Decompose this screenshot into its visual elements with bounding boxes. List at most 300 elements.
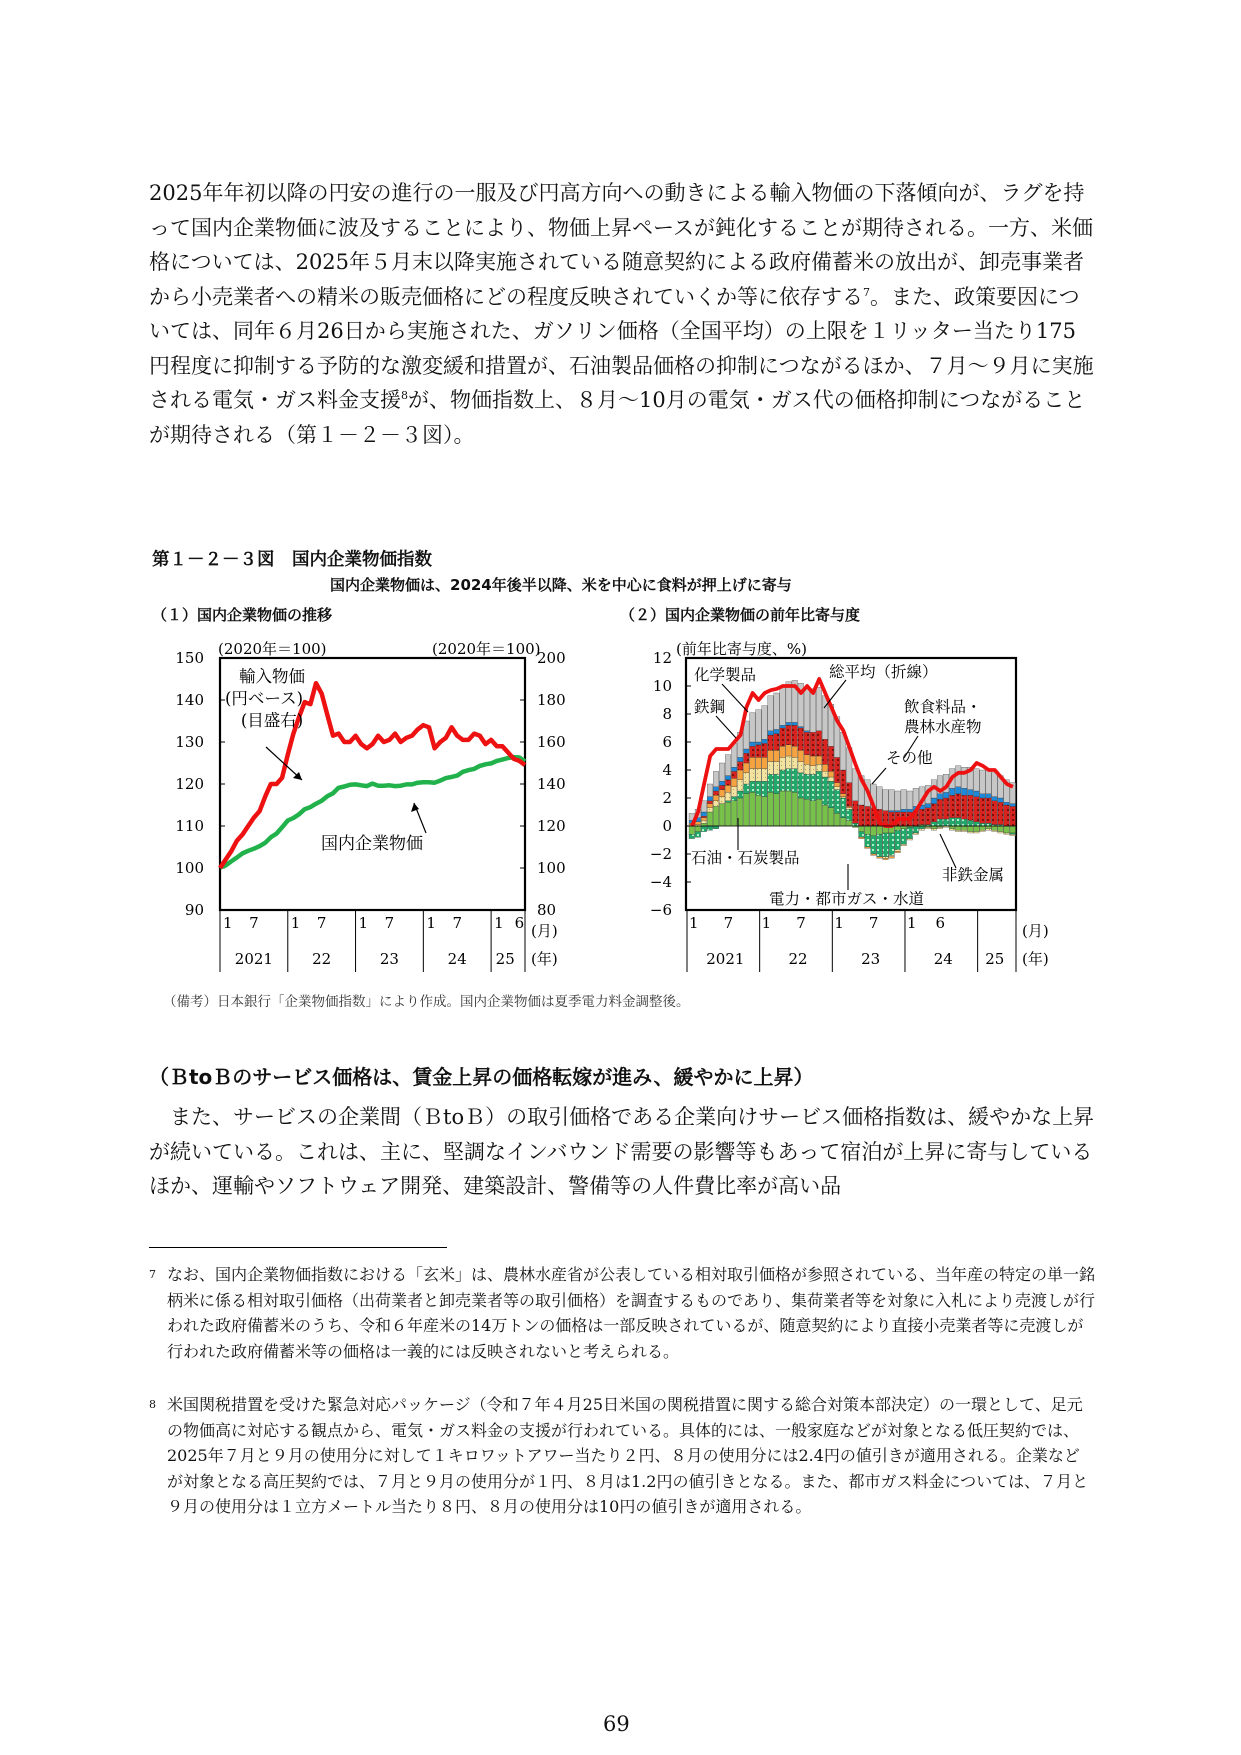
chart2-bar-segment [750,742,756,746]
chart2-bar-segment [877,857,883,858]
chart2-bar-segment [943,819,949,826]
chart2-bar-segment [901,829,907,844]
intro-text-1: 2025年年初以降の円安の進行の一服及び円高方向への動きによる輸入物価の下落傾向が、ラグを持って国内企業物価に波及することにより、物価上昇ペースが鈍化することが期待される。一方、米価格については、2025年５月末以降実施されている随意契約による政府備蓄米の放出が、卸売事業者から小売業者への精米の販売価格にどの程度反映されていくか等に依存する [149,181,1093,309]
chart2-bar-segment [750,781,756,792]
chart2-bar-segment [816,731,822,756]
chart2-label-food: 飲食料品・ [904,698,982,716]
chart2-bar-segment [707,812,713,826]
chart2-bar-segment [925,808,931,825]
chart2-bar-segment [810,732,816,756]
chart2-bar-segment [792,792,798,826]
chart1-ytick-right: 200 [537,649,566,667]
chart2-bar-segment [901,790,907,810]
chart2-bar-segment [846,820,852,826]
chart2-bar-segment [792,725,798,746]
chart2-bar-segment [968,820,974,826]
chart2-bar-segment [744,753,750,763]
chart2-bar-segment [974,822,980,826]
chart1-xtick-month: 7 [249,914,259,932]
chart2-bar-segment [901,809,907,812]
chart2-bar-segment [955,826,961,830]
chart2-xtick-year: 24 [933,950,953,968]
chart2-bar-segment [762,757,768,768]
chart2-bar-segment [992,830,998,831]
chart2-bar-segment [925,827,931,828]
chart2-bar-segment [810,766,816,774]
chart2-bar-segment [750,792,756,826]
chart1-ytick-left: 140 [175,691,204,709]
chart2-bar-segment [931,804,937,822]
chart2-bar-segment [889,855,895,856]
chart2-bar-segment [980,770,986,794]
chart2-bar-segment [762,743,768,757]
intro-paragraph [149,176,1095,452]
chart2-bar-segment [707,804,713,808]
chart2-bar-segment [701,820,707,823]
chart2-bar-segment [744,794,750,826]
chart2-bar-segment [695,826,701,832]
chart2-bar-segment [762,739,768,743]
chart2-bar-segment [719,785,725,789]
chart2-bar-segment [822,777,828,805]
chart2-bar-segment [980,794,986,798]
chart1-ytick-right: 180 [537,691,566,709]
footnote-7-number: 7 [149,1268,156,1281]
panel2-title: （２）国内企業物価の前年比寄与度 [620,606,861,624]
figure-title: 第１－２－３図 国内企業物価指数 [152,550,432,570]
chart2-bar-segment [731,767,737,771]
chart2-bar-segment [725,792,731,800]
chart2-bar-segment [895,826,901,830]
chart2-ytick: 4 [662,761,672,779]
chart2-bar-segment [719,763,725,781]
chart2-bar-segment [731,778,737,786]
chart2-bar-segment [756,769,762,782]
chart2-bar-segment [756,781,762,795]
chart2-bar-segment [859,826,865,832]
chart2-bar-segment [840,770,846,794]
chart2-bar-segment [719,790,725,797]
chart2-bar-segment [816,771,822,799]
chart2-xtick-month: 1 [761,914,772,932]
chart1-ytick-right: 140 [537,775,566,793]
chart2-bar-segment [980,826,986,830]
chart2-bar-segment [931,829,937,830]
chart2-ytick: 2 [662,789,672,807]
chart2-bar-segment [750,757,756,768]
chart2-bar-segment [986,826,992,829]
chart2-bar-segment [810,774,816,801]
chart2-xtick-month: 7 [868,914,879,932]
chart2-bar-segment [859,832,865,838]
chart2-bar-segment [756,742,762,745]
chart2-bar-segment [913,833,919,834]
chart2-bar-segment [865,806,871,826]
chart1-ytick-right: 120 [537,817,566,835]
chart2-bar-segment [768,762,774,775]
footnote-8-number: 8 [149,1398,156,1411]
chart2-bar-segment [719,781,725,785]
chart2-bar-segment [998,826,1004,832]
chart1-ytick-left: 100 [175,859,204,877]
chart1-x-month-unit: (月) [531,922,558,940]
chart2-label-steel: 鉄鋼 [694,698,726,716]
chart2-bar-segment [980,830,986,831]
chart2-bar-segment [701,812,707,816]
chart2-bar-segment [762,781,768,796]
chart2-bar-segment [707,801,713,804]
chart2-bar-segment [883,833,889,857]
chart2-bar-segment [725,785,731,792]
chart2-bar-segment [852,823,858,826]
chart2-bar-segment [774,750,780,761]
chart2-bar-segment [780,725,786,728]
chart2-ytick: −6 [649,901,672,919]
chart2-ytick: 6 [662,733,672,751]
chart2-bar-segment [974,797,980,822]
chart2-bar-segment [931,826,937,829]
chart2-bar-segment [1004,805,1010,826]
chart2-bar-segment [798,762,804,773]
chart2-bar-segment [871,826,877,836]
chart2-bar-segment [901,826,907,829]
chart2-bar-segment [689,826,695,834]
chart1-xtick-month: 7 [452,914,462,932]
services-text: また、サービスの企業間（ＢtoＢ）の取引価格である企業向けサービス価格指数は、緩やかな上昇が続いている。これは、主に、堅調なインバウンド需要の影響等もあって宿泊が上昇に寄与しているほか、運輸やソフトウェア開発、建築設計、警備等の人件費比率が高い品 [149,1105,1095,1198]
chart2-bar-segment [713,791,719,795]
chart2-bar-segment [846,809,852,820]
chart1-xtick-year: 22 [312,950,332,968]
chart2-bar-segment [1010,804,1016,807]
chart2-bar-segment [737,780,743,791]
chart2-bar-segment [731,787,737,797]
chart2-bar-segment [877,787,883,809]
chart2-bar-segment [774,794,780,826]
chart2-label-nonferrous: 非鉄金属 [942,866,1005,884]
chart2-bar-segment [937,799,943,819]
chart2-bar-segment [889,811,895,812]
chart2-xtick-year: 2021 [706,950,745,968]
chart2-bar-segment [828,771,834,777]
chart2-bar-segment [768,774,774,792]
footnote-7-text: なお、国内企業物価指数における「玄米」は、農林水産省が公表している相対取引価格が参照されている、当年産の特定の単一銘柄米に係る相対取引価格（出荷業者と卸売業者等の取引価格）を調査するものであり、集荷業者等を対象に入札により売渡しが行われた政府備蓄米のうち、令和６年産米の14万トンの価格は一部反映されているが、随意契約により直接小売業者等に売渡しが行われた政府備蓄米等の価格は一義的には反映されないと考えられる。 [167,1265,1096,1361]
chart2-bar-segment [840,794,846,797]
chart1-domestic-label: 国内企業物価 [321,834,423,854]
chart2-bar-segment [810,689,816,732]
chart2-xtick-year: 25 [985,950,1005,968]
chart1-xtick-month: 1 [290,914,301,932]
chart2-bar-segment [774,774,780,794]
chart2-bar-segment [744,763,750,773]
chart2-bar-segment [822,696,828,739]
chart2-bar-segment [931,822,937,826]
chart2-bar-segment [877,826,883,834]
chart2-bar-segment [865,834,871,847]
chart2-bar-segment [816,756,822,764]
chart1-xtick-month: 1 [494,914,504,932]
chart2-bar-segment [883,857,889,858]
chart2-bar-segment [852,801,858,823]
chart2-bar-segment [810,801,816,826]
chart2-bar-segment [792,746,798,757]
chart2-bar-segment [931,798,937,804]
figure-subtitle: 国内企業物価は、2024年後半以降、米を中心に食料が押上げに寄与 [330,576,792,594]
chart2-bar-segment [731,801,737,826]
chart2-bar-segment [798,750,804,761]
chart2-bar-segment [846,808,852,809]
chart2-bar-segment [707,784,713,797]
chart2-label-food2: 農林水産物 [904,718,982,736]
chart2-bar-segment [762,769,768,782]
chart2-bar-segment [865,826,871,834]
chart2-bar-segment [744,749,750,753]
chart2-bar-segment [780,770,786,791]
chart1-import-label-line: (円ベース) [224,689,304,708]
chart2-bar-segment [955,830,961,831]
chart2-bar-segment [1010,833,1016,834]
chart2-bar-segment [756,745,762,758]
chart2-bar-segment [992,826,998,830]
chart2-bar-segment [719,797,725,804]
footnote-8-text: 米国関税措置を受けた緊急対応パッケージ（令和７年４月25日米国の関税措置に関する総合対策本部決定）の一環として、足元の物価高に対応する観点から、電気・ガス料金の支援が行われている。具体的には、一般家庭などが対象となる低圧契約では、2025年７月と９月の使用分に対して１キロワットアワー当たり２円、８月の使用分には2.4円の値引きが適用される。企業などが対象となる高圧契約では、７月と９月の使用分が１円、８月は1.2円の値引きとなる。また、都市ガス料金については、７月と９月の使用分は１立方メートル当たり８円、８月の使用分は10円の値引きが適用される。 [167,1395,1089,1516]
chart2-bar-segment [762,797,768,826]
chart2-bar-segment [780,791,786,826]
chart2-xtick-year: 23 [861,950,881,968]
chart2-bar-segment [750,769,756,782]
chart2-bar-segment [974,826,980,832]
intro-text-3: が、物価指数上、８月～10月の電気・ガス代の価格抑制につながることが期待される（第１－２－３図）。 [149,388,1086,447]
chart1-import-label-line: (目盛右) [240,711,304,730]
chart2-bar-segment [756,757,762,768]
chart2-bar-segment [804,755,810,765]
chart2-bar-segment [780,757,786,770]
chart2-bar-segment [828,777,834,781]
chart2-bar-segment [961,826,967,830]
chart1-xtick-month: 6 [514,914,525,932]
chart2-bar-segment [986,798,992,823]
chart2-bar-segment [786,769,792,791]
chart2-bar-segment [798,798,804,826]
chart2-bar-segment [713,806,719,826]
chart2-bar-segment [859,837,865,838]
chart2-xtick-month: 1 [689,914,699,932]
chart2-bar-segment [707,826,713,830]
chart2-bar-segment [834,813,840,826]
chart2-bar-segment [780,746,786,757]
chart1-right-unit: (2020年＝100) [432,640,541,658]
chart1-xtick-year: 24 [447,950,467,968]
chart2-bar-segment [695,832,701,838]
chart1-xtick-year: 25 [495,950,515,968]
chart2-bar-segment [937,819,943,826]
chart2-bar-segment [689,834,695,838]
chart-yoy-contribution [636,628,1076,980]
services-paragraph [149,1100,1095,1204]
chart2-ytick: 10 [652,677,672,695]
chart2-bar-segment [943,792,949,798]
chart2-bar-segment [731,771,737,778]
chart2-bar-segment [804,799,810,826]
page-number: 69 [603,1712,630,1736]
chart1-domestic-arrowhead [411,803,419,812]
chart2-bar-segment [883,790,889,811]
chart2-bar-segment [919,829,925,830]
chart1-ytick-left: 130 [175,733,204,751]
chart2-bar-segment [937,827,943,828]
chart2-bar-segment [822,764,828,771]
chart2-label-utilities: 電力・都市ガス・水道 [769,890,925,908]
chart2-bar-segment [768,735,774,750]
chart2-bar-segment [992,797,998,801]
intro-text-2: 。また、政策要因については、同年６月26日から実施された、ガソリン価格（全国平均）の上限を１リッター当たり175円程度に抑制する予防的な激変緩和措置が、石油製品価格の抑制につながるほか、７月～９月に実施される電気・ガス料金支援 [149,284,1094,412]
chart2-bar-segment [998,802,1004,824]
chart1-import-label-line: 輸入物価 [239,667,305,686]
chart2-xtick-month: 7 [796,914,806,932]
chart2-bar-segment [713,795,719,801]
chart2-bar-segment [974,791,980,797]
chart2-bar-segment [804,731,810,732]
chart2-bar-segment [834,790,840,814]
chart2-bar-segment [719,804,725,826]
chart2-bar-segment [701,823,707,826]
chart2-bar-segment [804,687,810,730]
chart2-bar-segment [798,728,804,750]
footnote-ref-8[interactable]: 8 [401,389,408,402]
chart2-label-chemical: 化学製品 [694,666,757,684]
footnote-7 [149,1262,1095,1364]
chart2-bar-segment [992,801,998,825]
chart2-bar-segment [786,722,792,725]
chart2-bar-segment [998,798,1004,802]
chart2-bar-segment [725,776,731,780]
chart2-bar-segment [1004,802,1010,805]
chart2-bar-segment [919,809,925,824]
chart1-ytick-right: 100 [537,859,566,877]
chart2-bar-segment [913,788,919,806]
chart2-xtick-month: 1 [906,914,917,932]
chart2-y-unit: (前年比寄与度、%) [676,640,807,658]
chart2-bar-segment [998,832,1004,833]
chart2-bar-segment [961,795,967,819]
chart1-xtick-month: 7 [384,914,395,932]
chart1-xtick-month: 1 [223,914,233,932]
chart2-bar-segment [756,795,762,826]
chart2-bar-segment [949,818,955,826]
chart2-bar-segment [701,826,707,832]
chart2-bar-segment [816,764,822,771]
chart2-bar-segment [725,801,731,802]
chart2-bar-segment [701,818,707,821]
chart2-bar-segment [725,780,731,786]
chart2-bar-segment [889,790,895,811]
chart2-bar-segment [895,791,901,811]
chart2-bar-segment [822,739,828,764]
chart2-bar-segment [780,728,786,746]
chart2-bar-segment [986,829,992,830]
chart1-x-year-unit: (年) [531,950,558,968]
chart2-bar-segment [980,823,986,826]
chart2-label-other: その他 [886,749,933,767]
panel1-title: （１）国内企業物価の推移 [152,606,333,624]
chart2-bar-segment [955,787,961,794]
chart2-bar-segment [919,826,925,829]
chart2-bar-segment [737,791,743,798]
chart2-bar-segment [798,773,804,798]
figure-note: （備考）日本銀行「企業物価指数」により作成。国内企業物価は夏季電力料金調整後。 [163,994,690,1010]
chart2-bar-segment [768,750,774,761]
chart2-xtick-month: 1 [834,914,844,932]
chart2-bar-segment [883,858,889,859]
chart2-bar-segment [828,781,834,808]
chart2-bar-segment [980,798,986,823]
chart2-bar-segment [895,851,901,852]
chart2-ytick: −2 [649,845,672,863]
chart2-x-month-unit: (月) [1022,922,1049,940]
chart2-bar-segment [701,816,707,817]
section-heading: （ＢtoＢのサービス価格は、賃金上昇の価格転嫁が進み、緩やかに上昇） [149,1065,814,1089]
chart2-bar-segment [968,826,974,832]
chart2-bar-segment [774,693,780,729]
chart2-bar-segment [816,687,822,730]
chart2-bar-segment [707,797,713,801]
chart2-x-year-unit: (年) [1022,950,1049,968]
chart2-bar-segment [865,847,871,848]
chart1-ytick-left: 150 [175,649,204,667]
chart2-bar-segment [786,725,792,745]
chart2-bar-segment [810,756,816,766]
chart1-xtick-year: 2021 [234,950,273,968]
chart2-bar-segment [737,762,743,770]
chart2-bar-segment [877,834,883,856]
chart2-bar-segment [792,722,798,725]
chart2-bar-segment [774,734,780,751]
chart2-bar-segment [955,818,961,826]
chart2-ytick: 8 [662,705,672,723]
chart2-bar-segment [725,802,731,826]
chart1-xtick-month: 1 [426,914,436,932]
chart2-bar-segment [750,713,756,742]
chart2-bar-segment [846,806,852,807]
chart2-bar-segment [834,757,840,782]
chart2-bar-segment [713,787,719,791]
chart2-bar-segment [804,732,810,754]
chart2-bar-segment [901,844,907,845]
chart1-ytick-right: 80 [537,901,557,919]
chart-domestic-price-trend [150,628,590,980]
chart2-bar-segment [937,794,943,800]
chart2-bar-segment [961,830,967,831]
chart2-bar-segment [834,783,840,787]
chart2-bar-segment [713,801,719,807]
chart2-bar-segment [750,746,756,757]
chart2-bar-segment [907,839,913,840]
chart2-bar-segment [913,826,919,833]
chart2-bar-segment [1010,806,1016,826]
footnote-ref-7[interactable]: 7 [863,285,870,299]
chart1-xtick-month: 1 [358,914,369,932]
chart2-bar-segment [725,755,731,776]
chart2-bar-segment [1004,826,1010,833]
chart2-bar-segment [1010,826,1016,833]
chart2-bar-segment [949,795,955,817]
chart1-left-unit: (2020年＝100) [218,640,327,658]
chart2-bar-segment [737,757,743,761]
chart2-xtick-month: 6 [935,914,946,932]
chart2-bar-segment [1010,834,1016,835]
chart2-bar-segment [713,771,719,786]
chart2-bar-segment [907,827,913,838]
chart1-ytick-left: 90 [184,901,204,919]
